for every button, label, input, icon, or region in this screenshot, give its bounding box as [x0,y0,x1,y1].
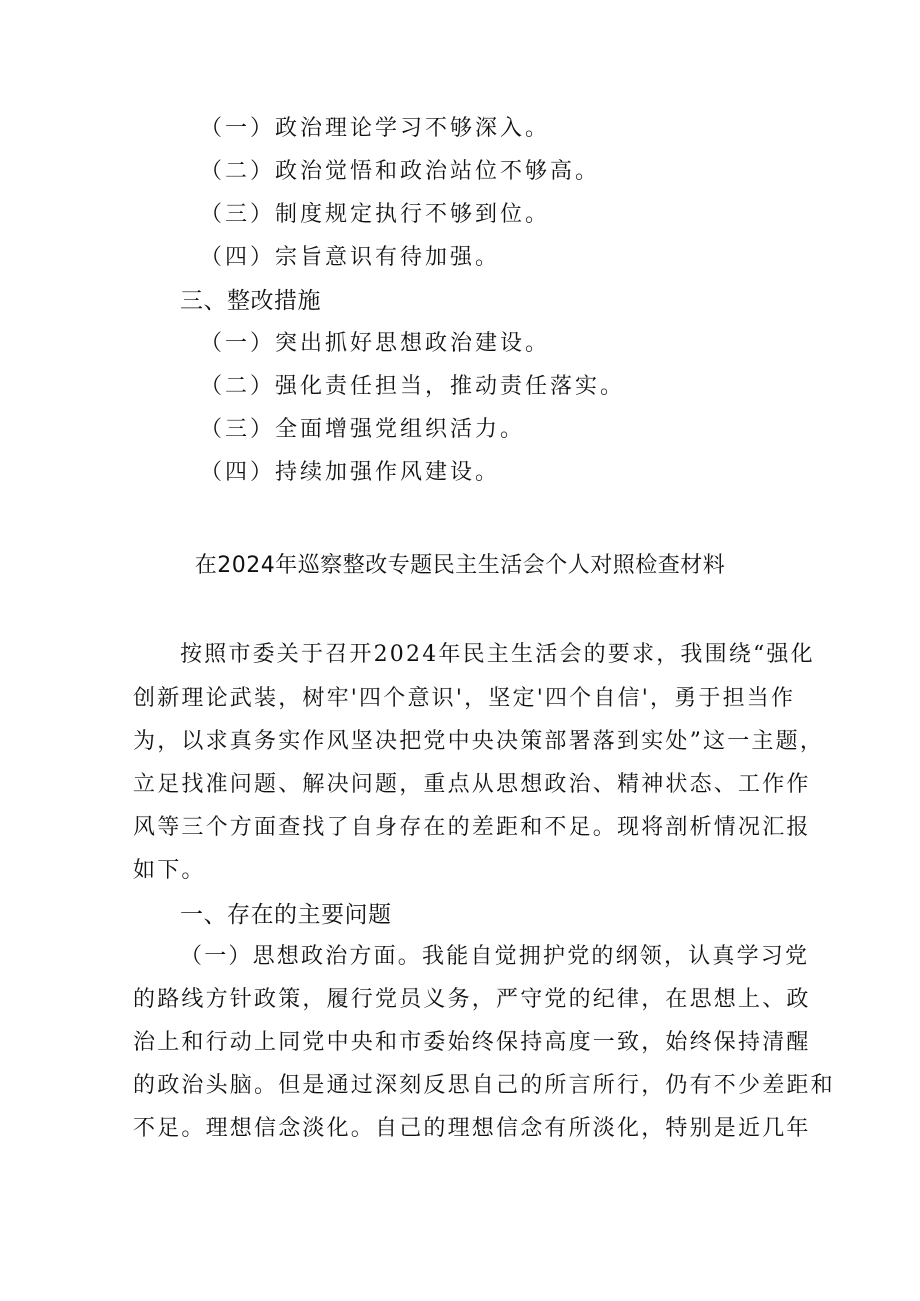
section2-item-1: （一）政治理论学习不够深入。 [200,116,551,141]
section1-para-line-2: 的路线方针政策，履行党员义务，严守党的纪律，在思想上、政 [133,987,811,1012]
intro-line-2: 创新理论武装，树牢'四个意识'，坚定'四个自信'，勇于担当作 [133,686,796,711]
intro-line-5: 风等三个方面查找了自身存在的差距和不足。现将剖析情况汇报 [133,815,811,840]
intro-line-3: 为，以求真务实作风坚决把党中央决策部署落到实处”这一主题， [133,729,825,754]
section1-para-line-4: 的政治头脑。但是通过深刻反思自己的所言所行，仍有不少差距和 [133,1073,835,1098]
section3-item-3: （三）全面增强党组织活力。 [200,417,526,442]
section1-para-line-5: 不足。理想信念淡化。自己的理想信念有所淡化，特别是近几年 [133,1116,811,1141]
section3-heading: 三、整改措施 [180,288,321,314]
section2-item-3: （三）制度规定执行不够到位。 [200,202,551,227]
section3-item-2: （二）强化责任担当，推动责任落实。 [200,374,626,399]
intro-line-6: 如下。 [133,858,206,883]
section2-item-4: （四）宗旨意识有待加强。 [200,245,501,270]
section1-para-line-1: （一）思想政治方面。我能自觉拥护党的纲领，认真学习党 [180,944,810,969]
section2-item-2: （二）政治觉悟和政治站位不够高。 [200,159,601,184]
intro-line-1: 按照市委关于召开2024年民主生活会的要求，我围绕“强化 [180,642,815,667]
intro-line-4: 立足找准问题、解决问题，重点从思想政治、精神状态、工作作 [133,772,811,797]
section1-para-line-3: 治上和行动上同党中央和市委始终保持高度一致，始终保持清醒 [133,1030,811,1055]
section1-heading: 一、存在的主要问题 [180,902,392,928]
document-title: 在2024年巡察整改专题民主生活会个人对照检查材料 [194,553,726,578]
section3-item-4: （四）持续加强作风建设。 [200,460,501,485]
section3-item-1: （一）突出抓好思想政治建设。 [200,331,551,356]
